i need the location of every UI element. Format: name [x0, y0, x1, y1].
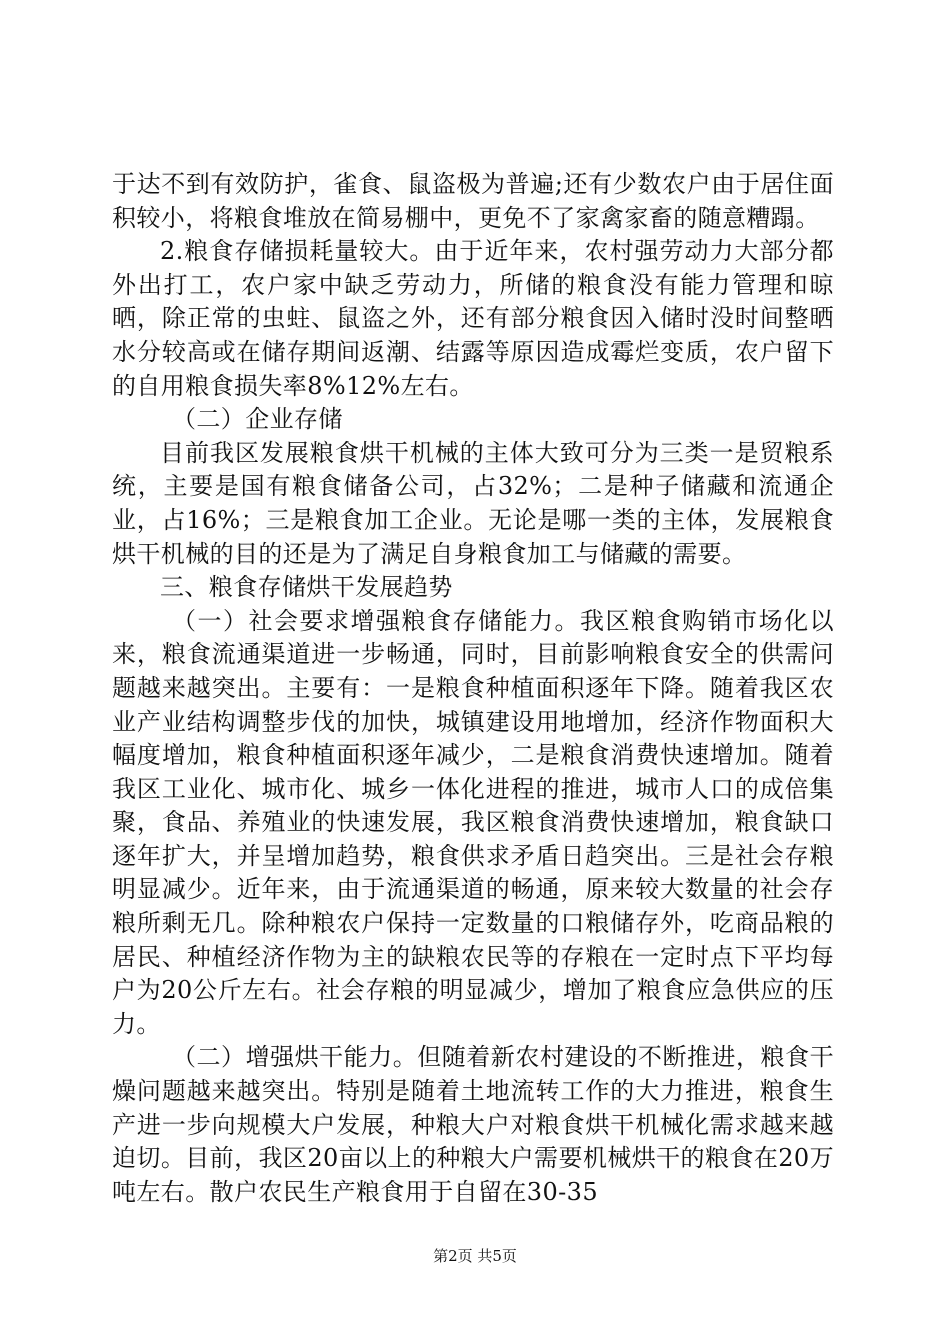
paragraph-enterprise-storage: 目前我区发展粮食烘干机械的主体大致可分为三类一是贸粮系统，主要是国有粮食储备公司，占32%；二是种子储藏和流通企业，占16%；三是粮食加工企业。无论是哪一类的主体，发展粮食烘干机械的目的还是为了满足自身粮食加工与储藏的需要。: [112, 438, 834, 568]
paragraph-storage-capacity: （一）社会要求增强粮食存储能力。我区粮食购销市场化以来，粮食流通渠道进一步畅通，同时，目前影响粮食安全的供需问题越来越突出。主要有：一是粮食种植面积逐年下降。随着我区农业产业结构调整步伐的加快，城镇建设用地增加，经济作物面积大幅度增加，粮食种植面积逐年减少，二是粮食消费快速增加。随着我区工业化、城市化、城乡一体化进程的推进，城市人口的成倍集聚，食品、养殖业的快速发展，我区粮食消费快速增加，粮食缺口逐年扩大，并呈增加趋势，粮食供求矛盾日趋突出。三是社会存粮明显减少。近年来，由于流通渠道的畅通，原来较大数量的社会存粮所剩无几。除种粮农户保持一定数量的口粮储存外，吃商品粮的居民、种植经济作物为主的缺粮农民等的存粮在一定时点下平均每户为20公斤左右。社会存粮的明显减少，增加了粮食应急供应的压力。: [112, 606, 834, 1038]
paragraph-continuation: 于达不到有效防护，雀食、鼠盗极为普遍;还有少数农户由于居住面积较小，将粮食堆放在简易棚中，更免不了家禽家畜的随意糟蹋。: [112, 170, 834, 232]
page-footer: 第2页 共5页: [433, 1247, 517, 1265]
section-heading-trends: 三、粮食存储烘干发展趋势: [160, 573, 453, 602]
document-body: [112, 168, 834, 1209]
section-heading-enterprise-storage: （二）企业存储: [172, 405, 343, 434]
paragraph-storage-loss: 2.粮食存储损耗量较大。由于近年来，农村强劳动力大部分都外出打工，农户家中缺乏劳动力，所储的粮食没有能力管理和晾晒，除正常的虫蛀、鼠盗之外，还有部分粮食因入储时没时间整晒水分较高或在储存期间返潮、结露等原因造成霉烂变质，农户留下的自用粮食损失率8%12%左右。: [112, 237, 834, 400]
paragraph-drying-capacity: （二）增强烘干能力。但随着新农村建设的不断推进，粮食干燥问题越来越突出。特别是随着土地流转工作的大力推进，粮食生产进一步向规模大户发展，种粮大户对粮食烘干机械化需求越来越迫切。目前，我区20亩以上的种粮大户需要机械烘干的粮食在20万吨左右。散户农民生产粮食用于自留在30-35: [112, 1043, 834, 1206]
